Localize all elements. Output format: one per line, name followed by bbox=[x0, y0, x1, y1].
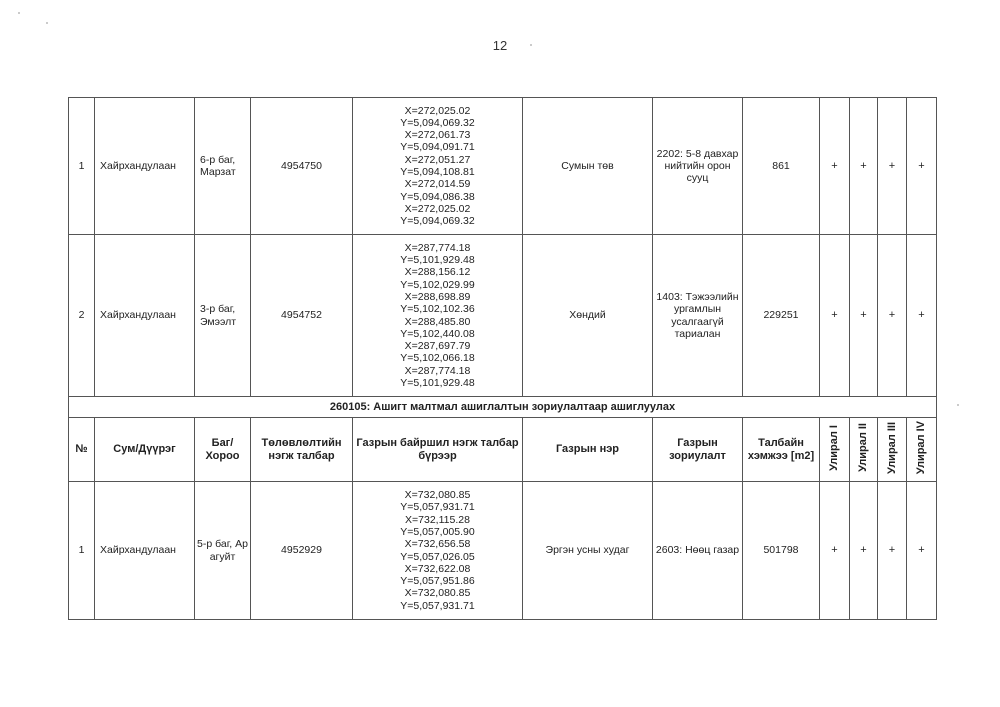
purpose-cell: 2603: Нөөц газар bbox=[653, 482, 743, 620]
table-row bbox=[69, 482, 937, 620]
land-table bbox=[68, 97, 937, 620]
scan-speck bbox=[18, 12, 20, 14]
bag-cell: 3-р баг, Эмээлт bbox=[195, 235, 251, 397]
scan-speck bbox=[957, 404, 959, 406]
bag-cell: 6-р баг, Марзат bbox=[195, 98, 251, 235]
coordinate: X=288,698.89 bbox=[404, 290, 471, 303]
section-title: 260105: Ашигт малтмал ашиглалтын зориулалтаар ашиглуулах bbox=[69, 397, 937, 418]
row-number: 1 bbox=[69, 98, 95, 235]
table-header-row bbox=[69, 418, 937, 482]
header-bag: Баг/ Хороо bbox=[195, 418, 251, 482]
land-name-cell: Эргэн усны худаг bbox=[523, 482, 653, 620]
coordinate: Y=5,102,440.08 bbox=[400, 327, 475, 340]
coordinate: X=288,485.80 bbox=[404, 315, 471, 328]
header-quarter-4 bbox=[907, 418, 937, 482]
coordinate: X=732,656.58 bbox=[404, 538, 471, 551]
scan-speck bbox=[530, 44, 532, 46]
coordinate: X=732,622.08 bbox=[404, 562, 471, 575]
quarter-4-label: Улирал IV bbox=[915, 421, 928, 475]
parcel-cell: 4952929 bbox=[251, 482, 353, 620]
bag-cell: 5-р баг, Ар агуйт bbox=[195, 482, 251, 620]
quarter-4-mark: + bbox=[907, 98, 937, 235]
quarter-1-label: Улирал I bbox=[828, 424, 841, 471]
area-cell: 501798 bbox=[743, 482, 820, 620]
coordinate: X=272,025.02 bbox=[404, 202, 471, 215]
coordinate: Y=5,102,102.36 bbox=[400, 303, 475, 316]
header-no: № bbox=[69, 418, 95, 482]
quarter-2-mark: + bbox=[850, 235, 878, 397]
section-title-row bbox=[69, 397, 937, 418]
coordinate: Y=5,102,066.18 bbox=[400, 352, 475, 365]
quarter-2-label: Улирал II bbox=[857, 423, 870, 473]
coordinate: X=732,115.28 bbox=[405, 513, 470, 526]
coordinate: Y=5,057,005.90 bbox=[400, 525, 475, 538]
coordinate: X=287,774.18 bbox=[404, 364, 471, 377]
quarter-3-label: Улирал III bbox=[885, 421, 898, 474]
coordinate: Y=5,057,026.05 bbox=[400, 550, 475, 563]
coordinate: Y=5,102,029.99 bbox=[400, 278, 475, 291]
header-quarter-3 bbox=[878, 418, 907, 482]
parcel-cell: 4954752 bbox=[251, 235, 353, 397]
land-name-cell: Хөндий bbox=[523, 235, 653, 397]
quarter-2-mark: + bbox=[850, 98, 878, 235]
row-number: 1 bbox=[69, 482, 95, 620]
coordinate: X=288,156.12 bbox=[404, 266, 471, 279]
table-row bbox=[69, 98, 937, 235]
purpose-cell: 2202: 5-8 давхар нийтийн орон сууц bbox=[653, 98, 743, 235]
header-location: Газрын байршил нэгж талбар бүрээр bbox=[353, 418, 523, 482]
coordinate: Y=5,057,931.71 bbox=[400, 599, 475, 612]
coordinate: X=287,774.18 bbox=[404, 241, 471, 254]
coordinate: X=272,025.02 bbox=[404, 104, 471, 117]
coordinates-cell bbox=[353, 482, 523, 620]
coordinate: Y=5,094,091.71 bbox=[400, 141, 475, 154]
coordinate: Y=5,057,951.86 bbox=[400, 575, 475, 588]
coordinate: Y=5,094,108.81 bbox=[400, 166, 475, 178]
quarter-3-mark: + bbox=[878, 235, 907, 397]
coordinate: X=287,697.79 bbox=[404, 340, 471, 353]
header-quarter-1 bbox=[820, 418, 850, 482]
coordinate: Y=5,057,931.71 bbox=[400, 501, 475, 514]
sum-cell: Хайрхандулаан bbox=[95, 98, 195, 235]
coordinate: Y=5,101,929.48 bbox=[400, 376, 475, 389]
header-parcel: Төлөвлөлтийн нэгж талбар bbox=[251, 418, 353, 482]
table-row bbox=[69, 235, 937, 397]
parcel-cell: 4954750 bbox=[251, 98, 353, 235]
coordinate: Y=5,094,086.38 bbox=[400, 190, 475, 203]
coordinate: X=272,051.27 bbox=[404, 153, 471, 166]
sum-cell: Хайрхандулаан bbox=[95, 235, 195, 397]
quarter-3-mark: + bbox=[878, 98, 907, 235]
quarter-3-mark: + bbox=[878, 482, 907, 620]
quarter-4-mark: + bbox=[907, 482, 937, 620]
quarter-2-mark: + bbox=[850, 482, 878, 620]
page-number: 12 bbox=[492, 38, 508, 53]
coordinates-cell bbox=[353, 98, 523, 235]
quarter-4-mark: + bbox=[907, 235, 937, 397]
scan-speck bbox=[46, 22, 48, 24]
sum-cell: Хайрхандулаан bbox=[95, 482, 195, 620]
coordinate: X=732,080.85 bbox=[404, 489, 471, 502]
area-cell: 229251 bbox=[743, 235, 820, 397]
header-quarter-2 bbox=[850, 418, 878, 482]
header-sum: Сум/Дүүрэг bbox=[95, 418, 195, 482]
row-number: 2 bbox=[69, 235, 95, 397]
header-area: Талбайн хэмжээ [m2] bbox=[743, 418, 820, 482]
coordinate: X=732,080.85 bbox=[404, 587, 471, 600]
header-land-name: Газрын нэр bbox=[523, 418, 653, 482]
coordinate: Y=5,101,929.48 bbox=[400, 254, 475, 267]
quarter-1-mark: + bbox=[820, 98, 850, 235]
land-name-cell: Сумын төв bbox=[523, 98, 653, 235]
coordinate: X=272,061.73 bbox=[404, 129, 471, 142]
purpose-cell: 1403: Тэжээлийн ургамлын усалгаагүй тариалан bbox=[653, 235, 743, 397]
coordinate: Y=5,094,069.32 bbox=[400, 116, 475, 129]
coordinate: Y=5,094,069.32 bbox=[400, 215, 475, 228]
coordinate: X=272,014.59 bbox=[404, 178, 471, 191]
quarter-1-mark: + bbox=[820, 482, 850, 620]
coordinates-cell bbox=[353, 235, 523, 397]
header-purpose: Газрын зориулалт bbox=[653, 418, 743, 482]
area-cell: 861 bbox=[743, 98, 820, 235]
quarter-1-mark: + bbox=[820, 235, 850, 397]
